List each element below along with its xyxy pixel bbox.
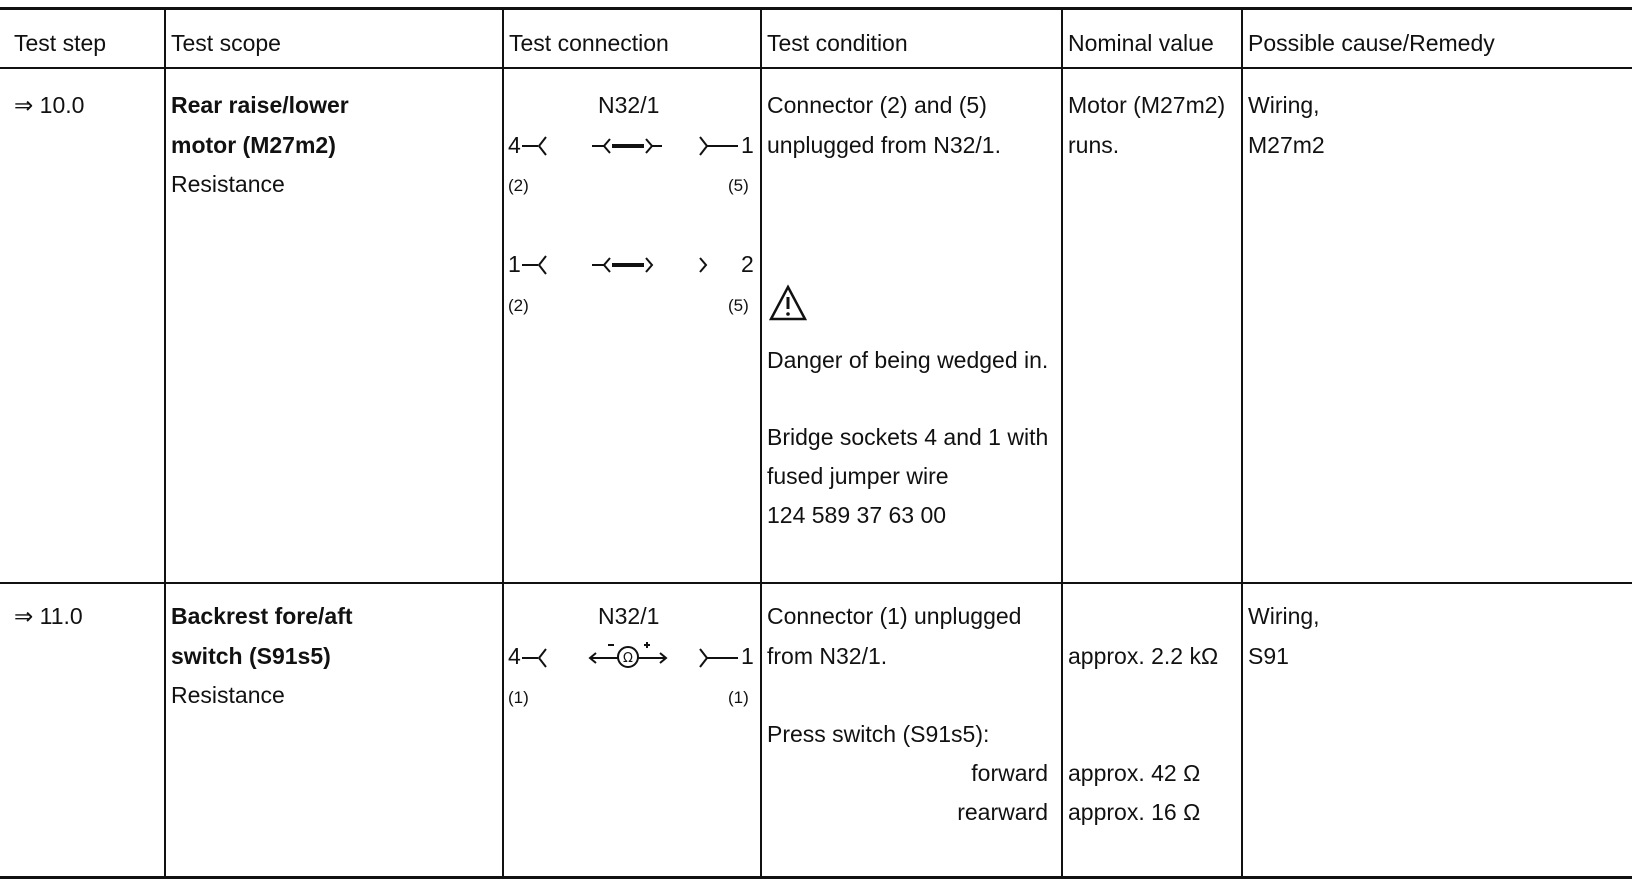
row2-connector-title: N32/1 bbox=[598, 603, 660, 629]
row2-diagram-right-sub: (1) bbox=[728, 688, 749, 707]
header-test-condition: Test condition bbox=[767, 30, 908, 56]
row1-scope-line1: Rear raise/lower bbox=[171, 92, 349, 118]
row1-diagram2-right-pin: 2 bbox=[741, 251, 754, 277]
row1-condition-line4: fused jumper wire bbox=[767, 463, 949, 489]
row1-diagram1-right-sub: (5) bbox=[728, 176, 749, 195]
header-possible-cause: Possible cause/Remedy bbox=[1248, 30, 1495, 56]
row2-scope-line1: Backrest fore/aft bbox=[171, 603, 353, 629]
header-test-scope: Test scope bbox=[171, 30, 281, 56]
row2-condition-line3: Press switch (S91s5): bbox=[767, 721, 990, 747]
row2-condition-line1: Connector (1) unplugged bbox=[767, 603, 1022, 629]
row2-scope-line3: Resistance bbox=[171, 682, 285, 708]
warning-triangle-icon bbox=[768, 284, 808, 322]
row2-nominal-line3: approx. 16 Ω bbox=[1068, 799, 1201, 825]
row1-diagram1-left-pin: 4 bbox=[508, 132, 521, 158]
row2-condition-line2: from N32/1. bbox=[767, 643, 888, 669]
row1-diagram1-wiring bbox=[518, 132, 743, 160]
row1-diagram2-left-sub: (2) bbox=[508, 296, 529, 315]
row2-cause-line2: S91 bbox=[1248, 643, 1289, 669]
col-divider-2 bbox=[502, 7, 504, 879]
row2-diagram-left-pin: 4 bbox=[508, 643, 521, 669]
table-bottom-rule bbox=[0, 876, 1632, 879]
row1-diagram1-left-sub: (2) bbox=[508, 176, 529, 195]
row1-test-step: ⇒ 10.0 bbox=[14, 92, 85, 118]
header-rule bbox=[0, 67, 1632, 69]
col-divider-3 bbox=[760, 7, 762, 879]
row1-condition-line5: 124 589 37 63 00 bbox=[767, 502, 947, 528]
row1-nominal-line2: runs. bbox=[1068, 132, 1120, 158]
table-top-rule bbox=[0, 7, 1632, 10]
header-test-connection: Test connection bbox=[509, 30, 669, 56]
row1-condition-line2: unplugged from N32/1. bbox=[767, 132, 1001, 158]
row2-test-step: ⇒ 11.0 bbox=[14, 603, 83, 629]
row2-nominal-line2: approx. 42 Ω bbox=[1068, 760, 1201, 786]
col-divider-1 bbox=[164, 7, 166, 879]
col-divider-4 bbox=[1061, 7, 1063, 879]
header-test-step: Test step bbox=[14, 30, 107, 56]
row1-condition-warning: Danger of being wedged in. bbox=[767, 347, 1049, 373]
row1-nominal-line1: Motor (M27m2) bbox=[1068, 92, 1226, 118]
row2-cause-line1: Wiring, bbox=[1248, 603, 1320, 629]
row1-connector-title: N32/1 bbox=[598, 92, 660, 118]
row1-diagram1-right-pin: 1 bbox=[741, 132, 754, 158]
row2-condition-rearward: rearward bbox=[957, 799, 1048, 825]
row1-condition-line3: Bridge sockets 4 and 1 with bbox=[767, 424, 1049, 450]
header-nominal-value: Nominal value bbox=[1068, 30, 1214, 56]
row1-cause-line1: Wiring, bbox=[1248, 92, 1320, 118]
row1-diagram2-wiring bbox=[518, 251, 743, 279]
row2-nominal-line1: approx. 2.2 kΩ bbox=[1068, 643, 1219, 669]
ohmmeter-icon bbox=[518, 638, 743, 674]
row1-scope-line3: Resistance bbox=[171, 171, 285, 197]
row1-scope-line2: motor (M27m2) bbox=[171, 132, 336, 158]
row1-diagram2-left-pin: 1 bbox=[508, 251, 521, 277]
row1-cause-line2: M27m2 bbox=[1248, 132, 1325, 158]
col-divider-5 bbox=[1241, 7, 1243, 879]
row2-diagram-left-sub: (1) bbox=[508, 688, 529, 707]
row2-condition-forward: forward bbox=[971, 760, 1048, 786]
svg-text:Ω: Ω bbox=[623, 651, 633, 666]
row-divider-rule bbox=[0, 582, 1632, 584]
row1-diagram2-right-sub: (5) bbox=[728, 296, 749, 315]
row1-condition-line1: Connector (2) and (5) bbox=[767, 92, 987, 118]
row2-scope-line2: switch (S91s5) bbox=[171, 643, 331, 669]
row2-diagram-right-pin: 1 bbox=[741, 643, 754, 669]
